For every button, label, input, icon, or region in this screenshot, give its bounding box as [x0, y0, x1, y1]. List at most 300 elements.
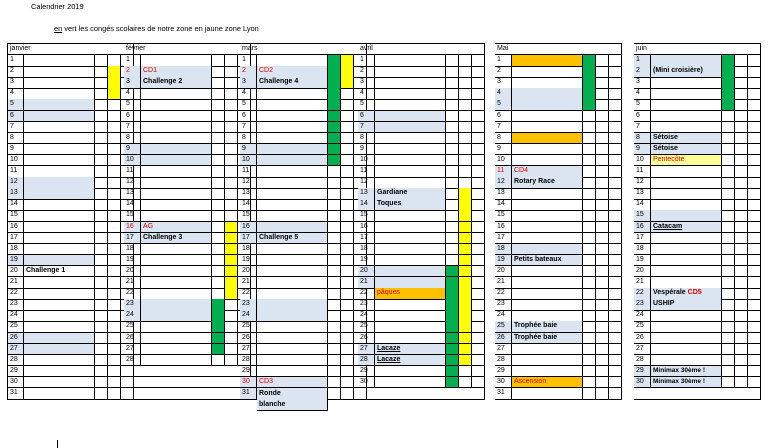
day-number: [634, 266, 651, 278]
day-number: [240, 321, 257, 333]
day-number: [240, 199, 257, 211]
event-cell: [257, 222, 328, 234]
day-number: [634, 122, 651, 134]
flag-green: [446, 366, 459, 378]
flag-yellow: [108, 355, 121, 367]
event-cell: [24, 266, 95, 278]
event-cell: [141, 310, 212, 322]
event-cell: [24, 233, 95, 245]
day-number: [240, 77, 257, 89]
spacer-cell: [748, 321, 761, 333]
event-label: Challenge 1: [26, 266, 66, 274]
day-number-text: 4: [126, 89, 130, 97]
spacer-cell: [748, 144, 761, 156]
flag-yellow: [225, 210, 238, 222]
day-number: [124, 255, 141, 267]
flag-yellow: [225, 77, 238, 89]
day-number-text: 16: [126, 222, 134, 230]
flag-yellow: [459, 55, 472, 67]
event-cell: [512, 233, 583, 245]
day-number: [7, 333, 24, 345]
event-cell: [24, 177, 95, 189]
flag-yellow: [108, 210, 121, 222]
day-number-text: 19: [636, 255, 644, 263]
event-cell: [257, 166, 328, 178]
flag-green: [328, 77, 341, 89]
day-number-text: 19: [10, 255, 18, 263]
day-number-text: 16: [360, 222, 368, 230]
day-number: [634, 199, 651, 211]
event-cell: [24, 355, 95, 367]
day-number-text: 14: [636, 200, 644, 208]
flag-green: [212, 155, 225, 167]
flag-yellow: [108, 188, 121, 200]
spacer-cell: [472, 266, 485, 278]
day-number-text: 13: [10, 189, 18, 197]
day-number: [634, 255, 651, 267]
flag-green: [583, 277, 596, 289]
event-cell: [512, 344, 583, 356]
flag-yellow: [225, 244, 238, 256]
day-number: [495, 99, 512, 111]
flag-yellow: [225, 233, 238, 245]
flag-yellow: [735, 233, 748, 245]
flag-yellow: [459, 255, 472, 267]
day-number-text: 16: [497, 222, 505, 230]
flag-green: [212, 133, 225, 145]
day-number: [495, 155, 512, 167]
spacer-cell: [472, 133, 485, 145]
spacer-cell: [609, 244, 622, 256]
day-number: [495, 321, 512, 333]
flag-yellow: [459, 310, 472, 322]
flag-green: [722, 210, 735, 222]
spacer-cell: [609, 177, 622, 189]
day-number-text: 13: [636, 189, 644, 197]
flag-yellow: [341, 233, 354, 245]
flag-green: [95, 255, 108, 267]
flag-yellow: [225, 266, 238, 278]
day-number-text: 10: [10, 155, 18, 163]
flag-yellow: [596, 77, 609, 89]
flag-green: [583, 266, 596, 278]
day-number: [240, 133, 257, 145]
day-number: [495, 88, 512, 100]
flag-yellow: [735, 133, 748, 145]
spacer-cell: [472, 355, 485, 367]
flag-yellow: [341, 255, 354, 267]
day-number: [495, 310, 512, 322]
day-number: [495, 77, 512, 89]
day-number: [358, 210, 375, 222]
day-number: [358, 366, 375, 378]
flag-yellow: [225, 66, 238, 78]
spacer-cell: [748, 55, 761, 67]
flag-yellow: [225, 288, 238, 300]
flag-green: [95, 388, 108, 400]
flag-yellow: [735, 222, 748, 234]
day-number: [495, 210, 512, 222]
flag-yellow: [596, 266, 609, 278]
flag-yellow: [459, 88, 472, 100]
flag-yellow: [596, 366, 609, 378]
event-cell: [24, 222, 95, 234]
event-label: Challenge 3: [143, 233, 183, 241]
flag-green: [583, 155, 596, 167]
day-number-text: 29: [497, 366, 505, 374]
flag-yellow: [225, 177, 238, 189]
event-cell: [24, 199, 95, 211]
event-cell: [375, 199, 446, 211]
flag-green: [95, 188, 108, 200]
flag-yellow: [459, 233, 472, 245]
day-number: [358, 233, 375, 245]
event-cell: [257, 355, 328, 367]
spacer-cell: [472, 333, 485, 345]
spacer-cell: [748, 277, 761, 289]
day-number: [124, 288, 141, 300]
flag-green: [722, 55, 735, 67]
day-number-text: 30: [497, 377, 505, 385]
flag-yellow: [596, 144, 609, 156]
flag-yellow: [341, 177, 354, 189]
flag-green: [328, 55, 341, 67]
day-number: [124, 177, 141, 189]
flag-green: [95, 166, 108, 178]
day-number-text: 14: [242, 200, 250, 208]
flag-green: [328, 188, 341, 200]
flag-yellow: [735, 166, 748, 178]
day-number-text: 2: [636, 67, 640, 75]
day-number: [358, 199, 375, 211]
flag-green: [328, 333, 341, 345]
flag-green: [95, 66, 108, 78]
flag-green: [212, 310, 225, 322]
flag-yellow: [225, 166, 238, 178]
spacer-cell: [472, 199, 485, 211]
flag-yellow: [225, 310, 238, 322]
day-number-text: 2: [360, 67, 364, 75]
day-number: [124, 133, 141, 145]
flag-green: [722, 99, 735, 111]
day-number-text: 19: [242, 255, 250, 263]
day-number: [240, 288, 257, 300]
flag-yellow: [735, 77, 748, 89]
day-number-text: 8: [10, 133, 14, 141]
spacer-cell: [609, 88, 622, 100]
spacer-cell: [472, 288, 485, 300]
day-number: [358, 133, 375, 145]
event-cell: [651, 155, 722, 167]
day-number: [634, 133, 651, 145]
day-number: [495, 355, 512, 367]
event-cell: [24, 66, 95, 78]
event-cell: [24, 210, 95, 222]
flag-green: [446, 188, 459, 200]
flag-green: [446, 210, 459, 222]
day-number-text: 8: [242, 133, 246, 141]
day-number-text: 10: [242, 155, 250, 163]
day-number-text: 6: [10, 111, 14, 119]
flag-yellow: [596, 233, 609, 245]
flag-green: [722, 133, 735, 145]
event-label: Minimax 30ème !: [653, 377, 706, 385]
day-number-text: 24: [10, 311, 18, 319]
flag-green: [212, 233, 225, 245]
month-name: juin: [636, 45, 647, 52]
page-edge-mark: [57, 440, 58, 448]
day-number-text: 4: [497, 89, 501, 97]
event-cell: [512, 99, 583, 111]
spacer-cell: [609, 77, 622, 89]
flag-green: [583, 355, 596, 367]
flag-green: [95, 299, 108, 311]
day-number: [495, 366, 512, 378]
flag-yellow: [108, 255, 121, 267]
spacer-cell: [609, 355, 622, 367]
event-cell: [512, 133, 583, 145]
flag-yellow: [459, 299, 472, 311]
day-number: [240, 255, 257, 267]
event-cell: [375, 277, 446, 289]
flag-yellow: [459, 77, 472, 89]
day-number: [495, 55, 512, 67]
day-number: [358, 122, 375, 134]
flag-green: [328, 155, 341, 167]
spacer-cell: [748, 355, 761, 367]
flag-green: [583, 244, 596, 256]
flag-green: [212, 188, 225, 200]
event-cell: [512, 88, 583, 100]
flag-green: [328, 377, 341, 389]
event-cell: [257, 99, 328, 111]
day-number: [240, 111, 257, 123]
month-header: [240, 43, 367, 55]
spacer-cell: [748, 155, 761, 167]
day-number: [634, 77, 651, 89]
flag-yellow: [225, 111, 238, 123]
flag-green: [95, 266, 108, 278]
day-number-text: 11: [10, 167, 18, 174]
spacer-cell: [472, 155, 485, 167]
spacer-cell: [609, 133, 622, 145]
flag-green: [446, 55, 459, 67]
day-number: [634, 66, 651, 78]
flag-yellow: [596, 299, 609, 311]
flag-yellow: [225, 333, 238, 345]
flag-yellow: [225, 255, 238, 267]
event-label: Pentecôte: [653, 155, 685, 163]
spacer-cell: [748, 266, 761, 278]
day-number: [124, 210, 141, 222]
flag-yellow: [735, 122, 748, 134]
day-number: [7, 133, 24, 145]
day-number: [634, 99, 651, 111]
flag-yellow: [735, 266, 748, 278]
event-cell: [651, 77, 722, 89]
event-cell: [512, 77, 583, 89]
day-number-text: 24: [242, 311, 250, 319]
event-cell: [141, 288, 212, 300]
flag-green: [212, 244, 225, 256]
day-number: [240, 210, 257, 222]
spacer-cell: [748, 88, 761, 100]
flag-yellow: [341, 155, 354, 167]
flag-yellow: [341, 99, 354, 111]
day-number: [124, 66, 141, 78]
flag-yellow: [459, 377, 472, 389]
spacer-cell: [748, 366, 761, 378]
flag-green: [328, 244, 341, 256]
event-cell: [257, 388, 328, 411]
day-number-text: 30: [360, 377, 368, 385]
event-cell: [257, 210, 328, 222]
flag-yellow: [596, 388, 609, 400]
day-number-text: 24: [360, 311, 368, 319]
event-cell: [257, 377, 328, 389]
day-number: [7, 244, 24, 256]
day-number-text: 6: [636, 111, 640, 119]
day-number-text: 2: [10, 67, 14, 75]
day-number-text: 25: [360, 322, 368, 330]
day-number: [240, 177, 257, 189]
event-cell: [24, 77, 95, 89]
flag-yellow: [735, 255, 748, 267]
flag-yellow: [341, 222, 354, 234]
day-number-text: 27: [636, 344, 644, 352]
flag-green: [95, 99, 108, 111]
flag-yellow: [341, 111, 354, 123]
day-number: [495, 222, 512, 234]
flag-yellow: [108, 310, 121, 322]
day-number-text: 18: [636, 244, 644, 252]
event-cell: [651, 99, 722, 111]
event-cell: [141, 77, 212, 89]
event-cell: [141, 166, 212, 178]
event-cell: [141, 321, 212, 333]
flag-yellow: [459, 333, 472, 345]
day-number: [495, 244, 512, 256]
day-number: [495, 66, 512, 78]
event-cell: [651, 244, 722, 256]
event-cell: [651, 177, 722, 189]
day-number-text: 20: [242, 266, 250, 274]
flag-green: [212, 199, 225, 211]
day-number-text: 28: [497, 355, 505, 363]
day-number: [634, 233, 651, 245]
day-number: [124, 111, 141, 123]
flag-yellow: [225, 122, 238, 134]
event-cell: [257, 111, 328, 123]
day-number-text: 12: [636, 178, 644, 186]
flag-yellow: [459, 99, 472, 111]
day-number-text: 21: [497, 278, 505, 285]
event-cell: [141, 55, 212, 67]
day-number-text: 17: [497, 233, 505, 241]
day-number-text: 26: [360, 333, 368, 341]
flag-yellow: [341, 321, 354, 333]
flag-green: [446, 299, 459, 311]
flag-yellow: [735, 244, 748, 256]
flag-green: [446, 266, 459, 278]
event-cell: [375, 266, 446, 278]
day-number-text: 1: [242, 56, 246, 63]
spacer-cell: [609, 199, 622, 211]
flag-yellow: [341, 77, 354, 89]
flag-yellow: [459, 122, 472, 134]
flag-yellow: [735, 155, 748, 167]
spacer-cell: [748, 111, 761, 123]
day-number-text: 19: [126, 255, 134, 263]
spacer-cell: [472, 88, 485, 100]
event-cell: [257, 88, 328, 100]
event-cell: [651, 55, 722, 67]
event-label: Vespérale: [653, 289, 686, 297]
day-number-text: 15: [126, 211, 134, 219]
month-name: Mai: [497, 45, 509, 52]
event-cell: [375, 344, 446, 356]
flag-green: [583, 99, 596, 111]
day-number-text: 4: [360, 89, 364, 97]
day-number-text: 7: [242, 122, 246, 130]
day-number: [240, 366, 257, 378]
event-cell: [651, 199, 722, 211]
event-cell: [141, 233, 212, 245]
flag-green: [328, 122, 341, 134]
event-cell: [512, 166, 583, 178]
day-number-text: 11: [360, 167, 368, 174]
flag-green: [446, 111, 459, 123]
day-number: [7, 88, 24, 100]
day-number-text: 14: [126, 200, 134, 208]
spacer-cell: [748, 344, 761, 356]
spacer-cell: [748, 222, 761, 234]
flag-yellow: [596, 333, 609, 345]
day-number-text: 16: [10, 222, 18, 230]
flag-green: [328, 355, 341, 367]
event-cell: [257, 277, 328, 289]
spacer-cell: [609, 222, 622, 234]
event-cell: [24, 321, 95, 333]
flag-green: [95, 233, 108, 245]
flag-green: [446, 166, 459, 178]
day-number: [124, 77, 141, 89]
day-number-text: 15: [360, 211, 368, 219]
flag-green: [446, 310, 459, 322]
event-cell: [24, 99, 95, 111]
month-name: mars: [242, 45, 258, 52]
event-label: AG: [143, 222, 154, 230]
flag-green: [446, 222, 459, 234]
event-label: CD4: [514, 167, 529, 174]
event-cell: [651, 366, 722, 378]
day-number: [7, 155, 24, 167]
event-cell: [375, 55, 446, 67]
flag-green: [583, 88, 596, 100]
day-number-text: 20: [126, 266, 134, 274]
day-number: [358, 244, 375, 256]
flag-green: [722, 321, 735, 333]
empty-cell: [634, 388, 761, 400]
flag-green: [722, 77, 735, 89]
event-cell: [257, 188, 328, 200]
event-cell: [512, 366, 583, 378]
flag-yellow: [459, 244, 472, 256]
event-cell: [257, 244, 328, 256]
spacer-cell: [609, 344, 622, 356]
day-number: [495, 344, 512, 356]
day-number: [495, 255, 512, 267]
